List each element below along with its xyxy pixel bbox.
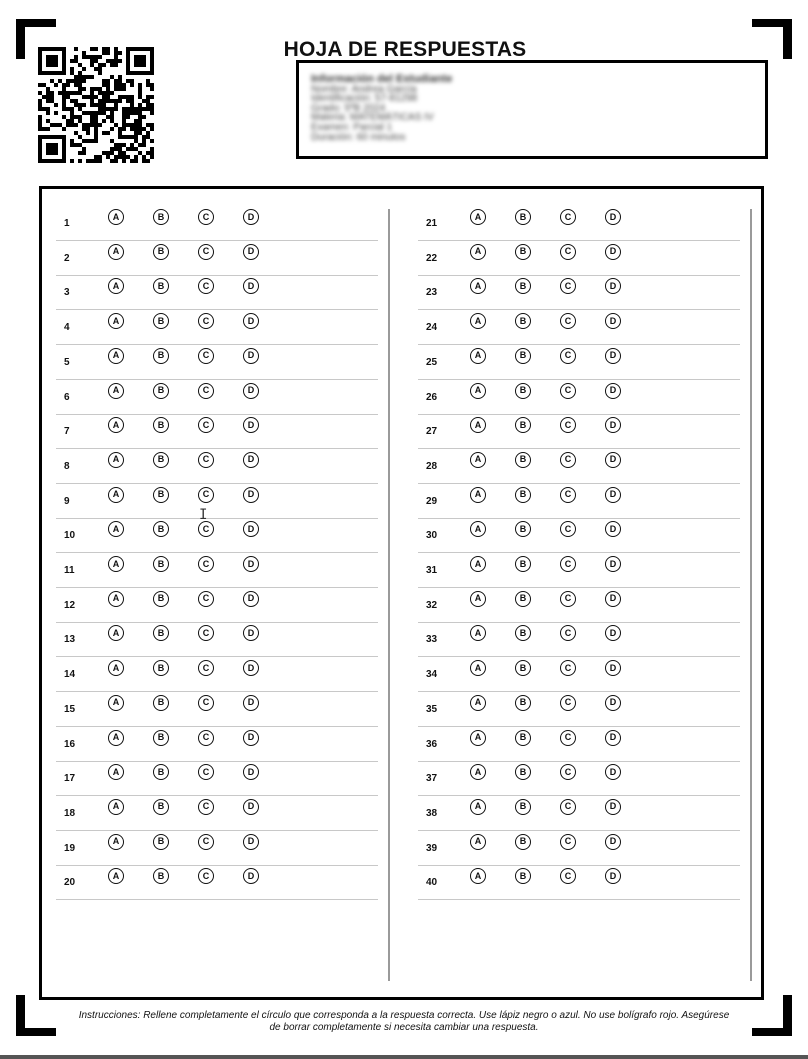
question-row (56, 657, 378, 692)
answer-bubble-a[interactable]: A (470, 730, 486, 746)
question-number: 17 (64, 773, 76, 785)
answer-bubble-c[interactable]: C (198, 660, 214, 676)
answer-bubble-a[interactable]: A (470, 244, 486, 260)
question-row (56, 588, 378, 623)
answer-bubble-c[interactable]: C (198, 244, 214, 260)
answer-bubble-d[interactable]: D (605, 452, 621, 468)
answer-bubble-a[interactable]: A (108, 348, 124, 364)
instructions (40, 1010, 768, 1033)
answer-bubble-a[interactable]: A (470, 487, 486, 503)
answer-bubble-a[interactable]: A (108, 556, 124, 572)
answer-bubble-d[interactable]: D (243, 625, 259, 641)
answer-bubble-d[interactable]: D (243, 383, 259, 399)
answer-bubble-c[interactable]: C (560, 209, 576, 225)
answer-bubble-d[interactable]: D (605, 799, 621, 815)
answer-bubble-d[interactable]: D (605, 591, 621, 607)
answer-bubble-b[interactable]: B (515, 417, 531, 433)
answer-bubble-b[interactable]: B (153, 834, 169, 850)
answer-bubble-d[interactable]: D (605, 244, 621, 260)
question-row (418, 657, 740, 692)
answer-bubble-b[interactable]: B (515, 868, 531, 884)
question-row (418, 761, 740, 796)
question-number: 29 (426, 495, 438, 507)
answer-bubble-b[interactable]: B (153, 591, 169, 607)
question-row (418, 484, 740, 519)
answer-bubble-c[interactable]: C (560, 625, 576, 641)
question-row (56, 275, 378, 310)
answer-bubble-b[interactable]: B (153, 521, 169, 537)
answer-bubble-c[interactable]: C (560, 764, 576, 780)
question-row (418, 692, 740, 727)
answer-bubble-c[interactable]: C (198, 868, 214, 884)
answer-bubble-d[interactable]: D (605, 383, 621, 399)
answer-bubble-d[interactable]: D (605, 730, 621, 746)
answer-bubble-b[interactable]: B (153, 417, 169, 433)
question-row (56, 518, 378, 553)
student-info-text (311, 75, 452, 142)
answer-bubble-a[interactable]: A (108, 660, 124, 676)
question-number: 9 (64, 495, 70, 507)
question-number: 20 (64, 877, 76, 889)
question-row (56, 241, 378, 276)
answer-bubble-d[interactable]: D (605, 868, 621, 884)
answer-bubble-b[interactable]: B (153, 556, 169, 572)
answer-bubble-b[interactable]: B (153, 452, 169, 468)
answer-bubble-a[interactable]: A (470, 764, 486, 780)
answer-bubble-d[interactable]: D (605, 521, 621, 537)
answer-bubble-a[interactable]: A (470, 868, 486, 884)
answer-bubble-c[interactable]: C (560, 556, 576, 572)
answer-bubble-c[interactable]: C (560, 452, 576, 468)
answer-bubble-c[interactable]: C (560, 591, 576, 607)
instructions-line: Instrucciones: Rellene completamente el círculo que corresponda a la respuesta correcta. Use lápiz negro o azul. No use bolígrafo rojo. Asegúrese (78, 1010, 730, 1021)
question-row (418, 310, 740, 345)
answer-bubble-a[interactable]: A (108, 868, 124, 884)
answer-bubble-b[interactable]: B (515, 625, 531, 641)
question-row (56, 449, 378, 484)
answer-bubble-d[interactable]: D (243, 730, 259, 746)
question-number: 14 (64, 669, 76, 681)
student-info-line: Identificación: 57-81298 (311, 93, 418, 105)
answer-bubble-b[interactable]: B (515, 834, 531, 850)
answer-bubble-b[interactable]: B (515, 209, 531, 225)
question-number: 12 (64, 599, 76, 611)
question-row (418, 553, 740, 588)
answer-bubble-d[interactable]: D (243, 417, 259, 433)
answer-bubble-b[interactable]: B (515, 591, 531, 607)
answer-bubble-d[interactable]: D (243, 313, 259, 329)
question-row (418, 865, 740, 900)
question-number: 26 (426, 391, 438, 403)
answer-bubble-c[interactable]: C (560, 278, 576, 294)
question-number: 36 (426, 738, 438, 750)
answer-bubble-a[interactable]: A (108, 452, 124, 468)
answer-bubble-d[interactable]: D (243, 868, 259, 884)
question-row (56, 380, 378, 415)
student-info-heading: Información del Estudiante (311, 73, 453, 85)
answer-bubble-d[interactable]: D (243, 660, 259, 676)
answer-bubble-c[interactable]: C (198, 417, 214, 433)
answer-bubble-d[interactable]: D (243, 695, 259, 711)
answer-sheet (39, 186, 764, 1000)
question-number: 24 (426, 322, 438, 334)
text-cursor-icon: I (199, 507, 208, 523)
answer-bubble-c[interactable]: C (198, 452, 214, 468)
answer-bubble-c[interactable]: C (560, 730, 576, 746)
answer-bubble-a[interactable]: A (108, 695, 124, 711)
answer-bubble-c[interactable]: C (560, 348, 576, 364)
answer-bubble-b[interactable]: B (153, 348, 169, 364)
question-number: 15 (64, 703, 76, 715)
answer-bubble-c[interactable]: C (198, 487, 214, 503)
answer-bubble-c[interactable]: C (198, 348, 214, 364)
page-title: HOJA DE RESPUESTAS (283, 38, 527, 61)
qr-code (38, 47, 154, 163)
answer-bubble-d[interactable]: D (605, 625, 621, 641)
question-number: 23 (426, 287, 438, 299)
question-number: 13 (64, 634, 76, 646)
answer-bubble-b[interactable]: B (515, 764, 531, 780)
student-info-box (296, 60, 768, 159)
question-row (418, 588, 740, 623)
answer-bubble-a[interactable]: A (108, 730, 124, 746)
answer-bubble-d[interactable]: D (605, 348, 621, 364)
answer-bubble-a[interactable]: A (108, 521, 124, 537)
question-number: 18 (64, 807, 76, 819)
answer-bubble-d[interactable]: D (243, 209, 259, 225)
question-number: 3 (64, 287, 70, 299)
answer-bubble-d[interactable]: D (243, 556, 259, 572)
answer-bubble-c[interactable]: C (560, 487, 576, 503)
question-number: 2 (64, 252, 70, 264)
answer-bubble-c[interactable]: C (198, 799, 214, 815)
student-info-line: Nombre: Andrea García (311, 83, 417, 95)
answer-bubble-a[interactable]: A (108, 313, 124, 329)
question-number: 4 (64, 322, 70, 334)
answer-bubble-b[interactable]: B (515, 313, 531, 329)
answer-bubble-b[interactable]: B (153, 244, 169, 260)
answer-bubble-a[interactable]: A (108, 834, 124, 850)
question-number: 6 (64, 391, 70, 403)
question-row (56, 796, 378, 831)
answer-bubble-c[interactable]: C (560, 521, 576, 537)
question-row (56, 310, 378, 345)
question-row (56, 761, 378, 796)
question-row (56, 865, 378, 900)
answer-bubble-a[interactable]: A (470, 521, 486, 537)
answer-bubble-c[interactable]: C (560, 695, 576, 711)
answer-bubble-d[interactable]: D (605, 417, 621, 433)
question-number: 25 (426, 356, 438, 368)
column-divider (388, 209, 390, 981)
question-row (418, 831, 740, 866)
answer-bubble-a[interactable]: A (470, 348, 486, 364)
bottom-edge (0, 1055, 808, 1059)
answer-bubble-d[interactable]: D (605, 834, 621, 850)
student-info-line: Grado: 5ºB 2024 (311, 102, 386, 114)
answer-bubble-b[interactable]: B (515, 383, 531, 399)
answer-bubble-b[interactable]: B (153, 730, 169, 746)
answer-bubble-a[interactable]: A (470, 660, 486, 676)
question-row (56, 727, 378, 762)
answer-bubble-b[interactable]: B (153, 660, 169, 676)
student-info-line: Duración: 60 minutos (311, 131, 406, 143)
question-row (56, 553, 378, 588)
answer-bubble-c[interactable]: C (560, 244, 576, 260)
answer-bubble-c[interactable]: C (198, 764, 214, 780)
answer-bubble-c[interactable]: C (560, 834, 576, 850)
question-number: 28 (426, 460, 438, 472)
answer-bubble-c[interactable]: C (198, 591, 214, 607)
question-row (418, 345, 740, 380)
question-number: 40 (426, 877, 438, 889)
answer-bubble-c[interactable]: C (198, 383, 214, 399)
answer-bubble-b[interactable]: B (153, 799, 169, 815)
answer-bubble-b[interactable]: B (515, 799, 531, 815)
question-number: 5 (64, 356, 70, 368)
answer-bubble-b[interactable]: B (515, 521, 531, 537)
answer-bubble-d[interactable]: D (243, 348, 259, 364)
answer-bubble-b[interactable]: B (515, 730, 531, 746)
answer-bubble-c[interactable]: C (198, 278, 214, 294)
question-row (418, 518, 740, 553)
question-row (56, 692, 378, 727)
answer-bubble-c[interactable]: C (198, 209, 214, 225)
answer-bubble-b[interactable]: B (153, 209, 169, 225)
answer-bubble-a[interactable]: A (108, 417, 124, 433)
registration-mark-bottom-left (16, 995, 25, 1036)
answer-bubble-b[interactable]: B (153, 868, 169, 884)
answer-bubble-a[interactable]: A (108, 591, 124, 607)
question-row (56, 484, 378, 519)
question-number: 31 (426, 565, 438, 576)
question-number: 11 (64, 565, 75, 576)
answer-bubble-c[interactable]: C (198, 730, 214, 746)
answer-bubble-a[interactable]: A (470, 417, 486, 433)
question-row (56, 345, 378, 380)
answer-bubble-b[interactable]: B (153, 487, 169, 503)
answer-bubble-a[interactable]: A (108, 799, 124, 815)
registration-mark-top-right (783, 19, 792, 59)
question-number: 21 (426, 218, 438, 229)
question-row (56, 831, 378, 866)
question-number: 35 (426, 703, 438, 715)
answer-bubble-d[interactable]: D (243, 799, 259, 815)
registration-mark-top-left (16, 19, 25, 59)
answer-bubble-d[interactable]: D (605, 764, 621, 780)
answer-bubble-a[interactable]: A (470, 834, 486, 850)
question-number: 33 (426, 634, 438, 646)
answer-bubble-c[interactable]: C (198, 834, 214, 850)
registration-mark-bottom-right (783, 995, 792, 1036)
answer-bubble-c[interactable]: C (198, 521, 214, 537)
answer-bubble-a[interactable]: A (470, 695, 486, 711)
question-number: 1 (64, 218, 70, 229)
answer-bubble-d[interactable]: D (605, 695, 621, 711)
answer-bubble-c[interactable]: C (560, 313, 576, 329)
question-number: 37 (426, 773, 438, 785)
answer-bubble-a[interactable]: A (470, 625, 486, 641)
right-column-border (750, 209, 752, 981)
question-row (418, 380, 740, 415)
question-number: 27 (426, 426, 438, 438)
question-row (56, 206, 378, 241)
answer-bubble-d[interactable]: D (243, 452, 259, 468)
answer-bubble-a[interactable]: A (108, 209, 124, 225)
answer-bubble-c[interactable]: C (560, 660, 576, 676)
answer-bubble-b[interactable]: B (515, 487, 531, 503)
answer-bubble-b[interactable]: B (515, 452, 531, 468)
question-number: 39 (426, 842, 438, 854)
answer-bubble-d[interactable]: D (243, 278, 259, 294)
question-row (418, 241, 740, 276)
question-number: 7 (64, 426, 70, 438)
student-info-line: Examen: Parcial 1 (311, 121, 393, 133)
answer-bubble-b[interactable]: B (153, 625, 169, 641)
answer-bubble-b[interactable]: B (153, 278, 169, 294)
answer-bubble-a[interactable]: A (470, 383, 486, 399)
answer-bubble-d[interactable]: D (243, 834, 259, 850)
question-row (56, 414, 378, 449)
answer-bubble-d[interactable]: D (605, 556, 621, 572)
answer-bubble-b[interactable]: B (153, 383, 169, 399)
answer-bubble-a[interactable]: A (470, 591, 486, 607)
student-info-line: Materia: MATEMÁTICAS IV (311, 112, 434, 124)
answer-bubble-d[interactable]: D (243, 521, 259, 537)
question-row (56, 622, 378, 657)
answer-bubble-a[interactable]: A (108, 487, 124, 503)
answer-bubble-d[interactable]: D (605, 209, 621, 225)
question-number: 32 (426, 599, 438, 611)
answer-bubble-d[interactable]: D (243, 764, 259, 780)
question-row (418, 206, 740, 241)
answer-bubble-a[interactable]: A (470, 313, 486, 329)
answer-bubble-a[interactable]: A (470, 556, 486, 572)
answer-bubble-b[interactable]: B (515, 244, 531, 260)
question-row (418, 727, 740, 762)
answer-bubble-a[interactable]: A (108, 244, 124, 260)
answer-bubble-d[interactable]: D (243, 487, 259, 503)
answer-bubble-b[interactable]: B (515, 278, 531, 294)
answer-bubble-b[interactable]: B (515, 695, 531, 711)
answer-bubble-c[interactable]: C (560, 383, 576, 399)
answer-bubble-a[interactable]: A (470, 799, 486, 815)
answer-bubble-d[interactable]: D (605, 660, 621, 676)
question-number: 19 (64, 842, 76, 854)
question-row (418, 796, 740, 831)
answer-bubble-a[interactable]: A (470, 209, 486, 225)
instructions-line: de borrar completamente si necesita cambiar una respuesta. (269, 1021, 539, 1033)
answer-bubble-a[interactable]: A (108, 278, 124, 294)
answer-bubble-d[interactable]: D (605, 487, 621, 503)
question-row (418, 414, 740, 449)
answer-bubble-a[interactable]: A (108, 383, 124, 399)
answer-bubble-b[interactable]: B (515, 556, 531, 572)
question-number: 38 (426, 807, 438, 819)
question-row (418, 622, 740, 657)
answer-bubble-c[interactable]: C (560, 868, 576, 884)
answer-bubble-b[interactable]: B (153, 764, 169, 780)
answer-bubble-c[interactable]: C (560, 799, 576, 815)
answer-bubble-c[interactable]: C (198, 556, 214, 572)
question-number: 34 (426, 669, 438, 681)
answer-bubble-d[interactable]: D (243, 591, 259, 607)
answer-bubble-b[interactable]: B (153, 695, 169, 711)
answer-bubble-c[interactable]: C (198, 625, 214, 641)
answer-bubble-a[interactable]: A (108, 625, 124, 641)
answer-bubble-d[interactable]: D (605, 278, 621, 294)
question-number: 8 (64, 460, 70, 472)
answer-bubble-a[interactable]: A (108, 764, 124, 780)
question-number: 22 (426, 252, 438, 264)
question-row (418, 275, 740, 310)
answer-bubble-d[interactable]: D (243, 244, 259, 260)
answer-bubble-a[interactable]: A (470, 452, 486, 468)
answer-bubble-b[interactable]: B (153, 313, 169, 329)
answer-bubble-b[interactable]: B (515, 660, 531, 676)
answer-bubble-c[interactable]: C (198, 695, 214, 711)
question-number: 16 (64, 738, 76, 750)
answer-bubble-b[interactable]: B (515, 348, 531, 364)
answer-bubble-c[interactable]: C (198, 313, 214, 329)
answer-bubble-a[interactable]: A (470, 278, 486, 294)
question-row (418, 449, 740, 484)
question-number: 30 (426, 530, 438, 542)
answer-bubble-d[interactable]: D (605, 313, 621, 329)
question-number: 10 (64, 530, 76, 542)
answer-bubble-c[interactable]: C (560, 417, 576, 433)
